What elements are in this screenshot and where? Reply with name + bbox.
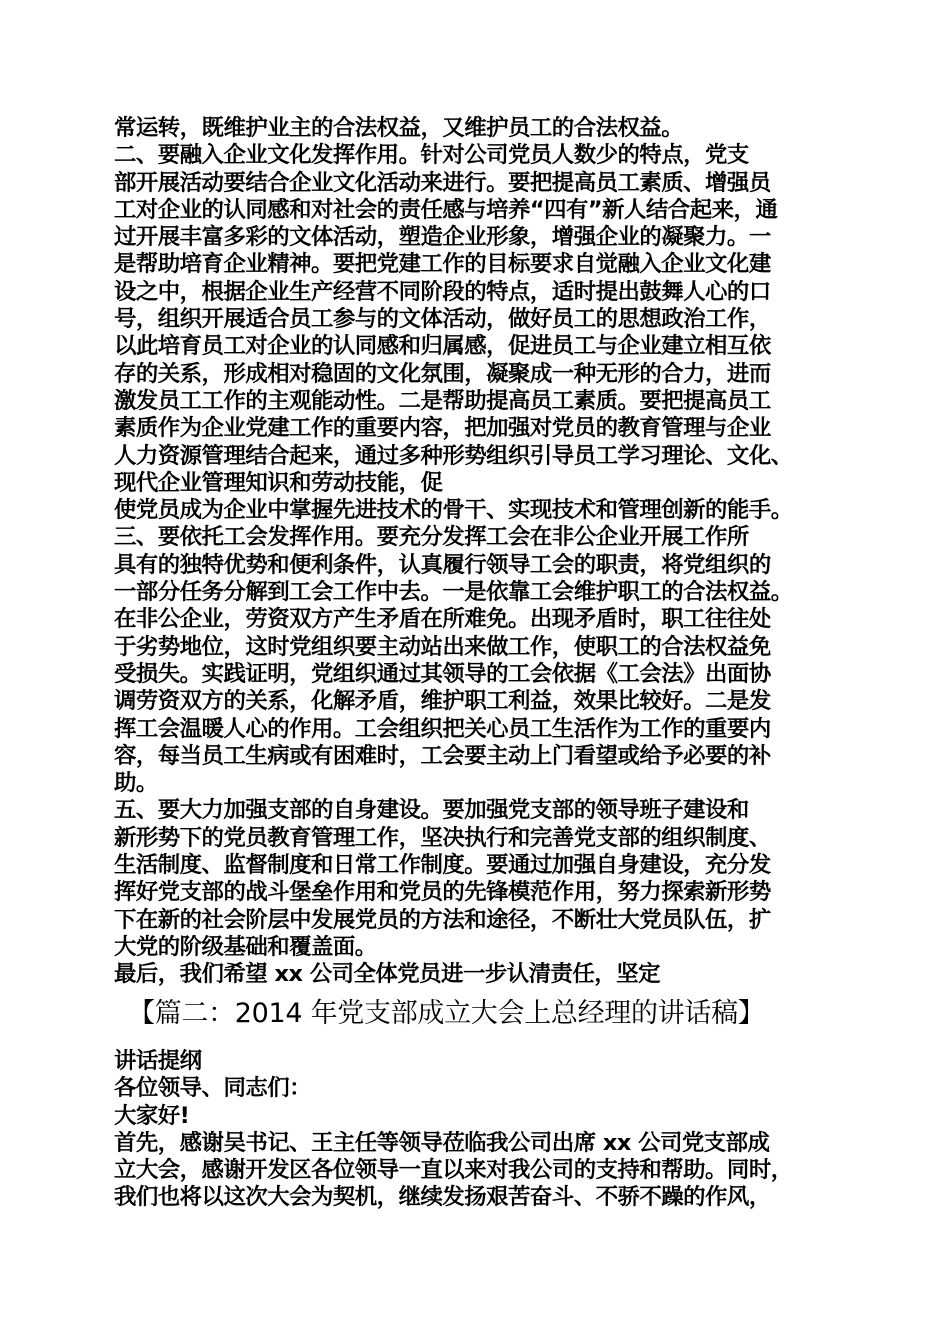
text-line: 下在新的社会阶层中发展党员的方法和途径，不断壮大党员队伍，扩 (114, 906, 771, 933)
text-line: 讲话提纲 (114, 1048, 202, 1074)
text-line: 挥工会温暖人心的作用。工会组织把关心员工生活作为工作的重要内 (114, 715, 771, 742)
text-line: 现代企业管理知识和劳动技能，促 (114, 469, 443, 496)
text-line: 工对企业的认同感和对社会的责任感与培养“四有”新人结合起来，通 (114, 196, 778, 223)
text-line: 大党的阶级基础和覆盖面。 (114, 933, 377, 960)
text-line: 一部分任务分解到工会工作中去。一是依靠工会维护职工的合法权益。 (114, 579, 793, 606)
text-line: 我们也将以这次大会为契机，继续发扬艰苦奋斗、不骄不躁的作风， (114, 1184, 771, 1211)
section-one-body (114, 115, 844, 989)
text-line: 具有的独特优势和便利条件，认真履行领导工会的职责，将党组织的 (114, 551, 771, 578)
text-line: 过开展丰富多彩的文体活动，塑造企业形象，增强企业的凝聚力。一 (114, 224, 771, 251)
text-line: 激发员工工作的主观能动性。二是帮助提高员工素质。要把提高员工 (114, 387, 771, 414)
section-two-body (114, 1048, 844, 1212)
text-line: 受损失。实践证明，党组织通过其领导的工会依据《工会法》出面协 (114, 660, 771, 687)
text-line: 生活制度、监督制度和日常工作制度。要通过加强自身建设，充分发 (114, 852, 771, 879)
text-line: 在非公企业，劳资双方产生矛盾在所难免。出现矛盾时，职工往往处 (114, 606, 771, 633)
text-line: 挥好党支部的战斗堡垒作用和党员的先锋模范作用，努力探索新形势 (114, 879, 771, 906)
text-line: 新形势下的党员教育管理工作，坚决执行和完善党支部的组织制度、 (114, 824, 771, 851)
text-line: 容，每当员工生病或有困难时，工会要主动上门看望或给予必要的补 (114, 742, 771, 769)
text-line: 五、要大力加强支部的自身建设。要加强党支部的领导班子建设和 (114, 797, 749, 824)
text-line: 立大会，感谢开发区各位领导一直以来对我公司的支持和帮助。同时， (114, 1157, 793, 1184)
text-line: 使党员成为企业中掌握先进技术的骨干、实现技术和管理创新的能手。 (114, 497, 793, 524)
text-line: 各位领导、同志们： (114, 1075, 312, 1102)
text-line: 三、要依托工会发挥作用。要充分发挥工会在非公企业开展工作所 (114, 524, 749, 551)
text-line: 于劣势地位，这时党组织要主动站出来做工作，使职工的合法权益免 (114, 633, 771, 660)
text-line: 二、要融入企业文化发挥作用。针对公司党员人数少的特点，党支 (114, 142, 749, 169)
text-line: 以此培育员工对企业的认同感和归属感，促进员工与企业建立相互依 (114, 333, 771, 360)
text-line: 最后，我们希望 xx 公司全体党员进一步认清责任，坚定 (114, 961, 660, 988)
text-line: 助。 (114, 770, 158, 797)
text-line: 是帮助培育企业精神。要把党建工作的目标要求自觉融入企业文化建 (114, 251, 771, 278)
text-line: 设之中，根据企业生产经营不同阶段的特点，适时提出鼓舞人心的口 (114, 278, 771, 305)
text-line: 大家好! (114, 1102, 190, 1129)
text-line: 存的关系，形成相对稳固的文化氛围，凝聚成一种无形的合力，进而 (114, 360, 771, 387)
section-heading: 【篇二：2014 年党支部成立大会上总经理的讲话稿】 (128, 998, 765, 1029)
text-line: 人力资源管理结合起来，通过多种形势组织引导员工学习理论、文化、 (114, 442, 793, 469)
text-line: 调劳资双方的关系，化解矛盾，维护职工利益，效果比较好。二是发 (114, 688, 771, 715)
text-line: 部开展活动要结合企业文化活动来进行。要把提高员工素质、增强员 (114, 169, 771, 196)
text-line: 素质作为企业党建工作的重要内容，把加强对党员的教育管理与企业 (114, 415, 771, 442)
text-line: 首先，感谢吴书记、王主任等领导莅临我公司出席 xx 公司党支部成 (114, 1129, 770, 1156)
text-line: 常运转，既维护业主的合法权益，又维护员工的合法权益。 (114, 115, 684, 141)
text-line: 号，组织开展适合员工参与的文体活动，做好员工的思想政治工作， (114, 306, 771, 333)
